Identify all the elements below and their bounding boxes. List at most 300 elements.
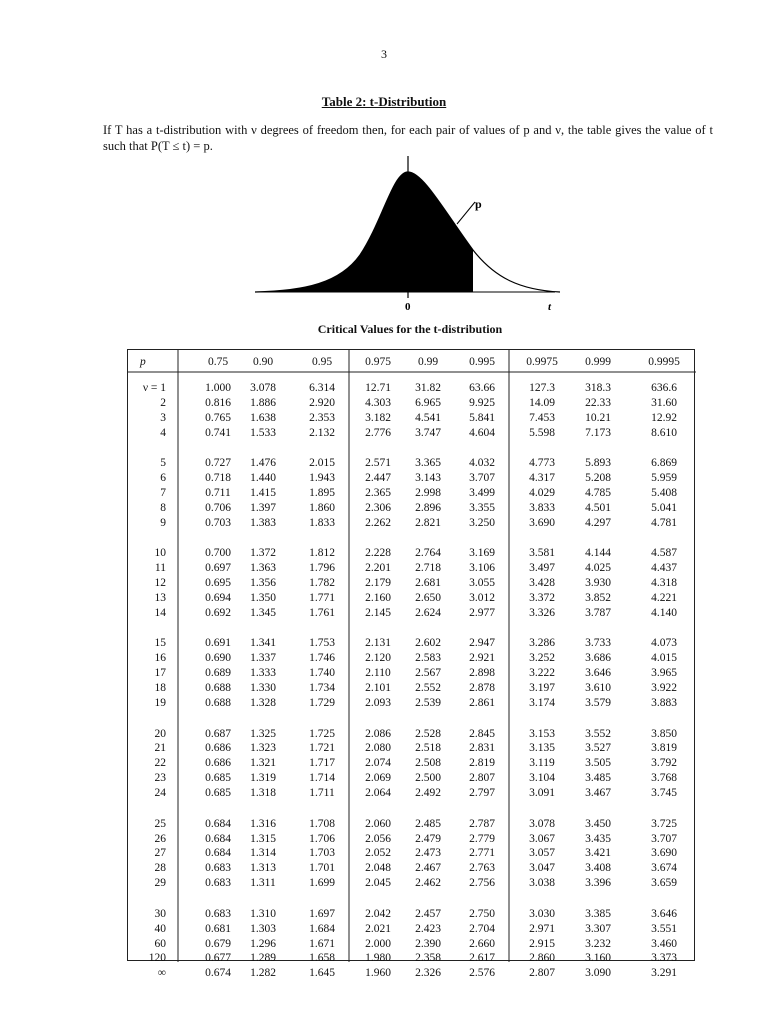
table-cell: 3.135 (529, 742, 555, 755)
table-cell: 1.314 (250, 847, 276, 860)
table-cell: 2.064 (365, 787, 391, 800)
table-cell: 1.746 (309, 652, 335, 665)
table-cell: 2.056 (365, 832, 391, 845)
table-cell: 2.571 (365, 457, 391, 470)
table-cell: 3.174 (529, 697, 555, 709)
row-nu-label: 26 (154, 832, 166, 845)
table-cell: 3.733 (585, 637, 611, 650)
table-cell: 5.893 (585, 457, 611, 470)
table-cell: 3.182 (365, 411, 391, 424)
table-cell: 2.045 (365, 877, 391, 890)
row-nu-label: 17 (154, 667, 166, 680)
row-nu-label: 8 (160, 501, 166, 514)
table-cell: 3.551 (651, 922, 677, 935)
table-cell: 3.674 (651, 862, 677, 875)
table-cell: 4.073 (651, 637, 677, 650)
table-cell: 3.252 (529, 652, 555, 665)
row-nu-label: ∞ (157, 967, 166, 980)
table-cell: 3.408 (585, 862, 611, 875)
table-cell: 3.169 (469, 547, 495, 560)
table-cell: 0.765 (205, 411, 231, 424)
table-cell: 3.725 (651, 817, 677, 830)
table-cell: 1.319 (250, 772, 276, 785)
table-cell: 3.686 (585, 652, 611, 665)
table-cell: 2.326 (415, 967, 441, 980)
table-cell: 3.232 (585, 937, 611, 950)
table-cell: 0.727 (205, 457, 231, 470)
table-cell: 1.895 (309, 487, 335, 499)
table-cell: 2.528 (415, 727, 441, 740)
table-cell: 2.977 (469, 606, 495, 619)
table-cell: 3.659 (651, 877, 677, 890)
table-cell: 3.965 (651, 667, 677, 680)
table-cell: 3.286 (529, 637, 555, 650)
table-cell: 3.707 (651, 832, 677, 845)
table-cell: 3.355 (469, 501, 495, 514)
table-cell: 3.365 (415, 457, 441, 470)
table-cell: 2.110 (365, 667, 391, 680)
table-cell: 2.500 (415, 772, 441, 785)
table-cell: 0.683 (205, 877, 231, 890)
table-cell: 0.687 (205, 727, 231, 740)
table-cell: 2.898 (469, 667, 495, 680)
table-cell: 4.501 (585, 501, 611, 514)
row-nu-label: 10 (154, 547, 166, 560)
table-cell: 0.689 (205, 667, 231, 680)
table-cell: 2.807 (469, 772, 495, 785)
row-nu-label: 2 (160, 396, 166, 409)
intro-paragraph: If T has a t-distribution with ν degrees of freedom then, for each pair of values of p and ν, the table gives the value of t such that P(T ≤ t) = p. (103, 123, 713, 153)
table-cell: 4.541 (415, 411, 441, 424)
table-cell: 1.701 (309, 862, 335, 875)
shaded-area (255, 172, 473, 292)
table-cell: 2.462 (415, 877, 441, 890)
table-cell: 3.850 (651, 727, 677, 740)
table-cell: 3.119 (529, 757, 555, 770)
table-cell: 4.317 (529, 472, 555, 485)
table-cell: 3.747 (415, 426, 441, 439)
table-cell: 2.358 (415, 952, 441, 965)
table-cell: 2.704 (469, 922, 495, 935)
table-cell: 3.038 (529, 877, 555, 890)
table-cell: 1.706 (309, 832, 335, 845)
row-nu-label: 25 (154, 817, 166, 830)
row-nu-label: 30 (154, 907, 166, 920)
table-cell: 2.552 (415, 682, 441, 695)
table-cell: 1.699 (309, 877, 335, 890)
table-cell: 3.373 (651, 952, 677, 965)
table-cell: 1.333 (250, 667, 276, 680)
row-nu-label: 23 (154, 772, 166, 785)
table-cell: 6.314 (309, 382, 335, 394)
table-cell: 2.539 (415, 697, 441, 709)
table-cell: 0.684 (205, 817, 231, 830)
table-cell: 2.920 (309, 396, 335, 409)
table-cell: 0.741 (205, 426, 231, 439)
table-cell: 0.691 (205, 637, 231, 650)
table-cell: 2.718 (415, 562, 441, 575)
table-cell: 0.685 (205, 772, 231, 785)
table-cell: 0.684 (205, 832, 231, 845)
table-cell: 1.725 (309, 727, 335, 740)
table-cell: 2.353 (309, 411, 335, 424)
table-cell: 2.602 (415, 637, 441, 650)
table-cell: 2.086 (365, 727, 391, 740)
table-cell: 2.896 (415, 501, 441, 514)
table-cell: 0.692 (205, 606, 231, 619)
table-cell: 1.638 (250, 411, 276, 424)
table-cell: 2.860 (529, 952, 555, 965)
table-cell: 1.717 (309, 757, 335, 770)
table-cell: 1.645 (309, 967, 335, 980)
table-cell: 3.787 (585, 606, 611, 619)
table-cell: 3.012 (469, 592, 495, 604)
table-cell: 12.71 (365, 382, 391, 394)
table-cell: 3.579 (585, 697, 611, 709)
table-cell: 2.763 (469, 862, 495, 875)
table-cell: 0.718 (205, 472, 231, 485)
table-cell: 3.610 (585, 682, 611, 695)
header-p-value: 0.999 (585, 356, 611, 368)
p-pointer-line (457, 202, 475, 224)
table-cell: 31.82 (415, 382, 441, 394)
table-cell: 2.807 (529, 967, 555, 980)
row-nu-label: 11 (154, 562, 166, 575)
row-nu-label: 60 (154, 937, 166, 950)
table-cell: 0.679 (205, 937, 231, 950)
table-cell: 3.552 (585, 727, 611, 740)
table-cell: 1.303 (250, 922, 276, 935)
table-cell: 0.694 (205, 592, 231, 604)
table-cell: 2.921 (469, 652, 495, 665)
table-cell: 1.711 (309, 787, 335, 800)
table-cell: 2.776 (365, 426, 391, 439)
table-cell: 1.323 (250, 742, 276, 755)
table-cell: 2.306 (365, 501, 391, 514)
table-cell: 4.773 (529, 457, 555, 470)
table-cell: 2.101 (365, 682, 391, 695)
table-cell: 10.21 (585, 411, 611, 424)
table-cell: 2.797 (469, 787, 495, 800)
row-nu-label: 120 (148, 952, 166, 965)
table-cell: 0.686 (205, 742, 231, 755)
table-cell: 2.365 (365, 487, 391, 499)
header-p-value: 0.75 (207, 356, 229, 368)
table-cell: 4.015 (651, 652, 677, 665)
table-cell: 1.753 (309, 637, 335, 650)
table-cell: 0.688 (205, 697, 231, 709)
table-cell: 3.930 (585, 577, 611, 590)
table-cell: 5.598 (529, 426, 555, 439)
table-cell: 7.173 (585, 426, 611, 439)
table-cell: 4.032 (469, 457, 495, 470)
table-cell: 0.686 (205, 757, 231, 770)
table-cell: 5.959 (651, 472, 677, 485)
table-cell: 4.318 (651, 577, 677, 590)
table-cell: 1.397 (250, 501, 276, 514)
table-cell: 12.92 (651, 411, 677, 424)
table-cell: 636.6 (651, 382, 677, 394)
table-cell: 3.106 (469, 562, 495, 575)
table-cell: 2.228 (365, 547, 391, 560)
table-cell: 2.179 (365, 577, 391, 590)
table-cell: 0.684 (205, 847, 231, 860)
row-nu-label: 16 (154, 652, 166, 665)
table-cell: 0.683 (205, 907, 231, 920)
row-nu-label: 14 (154, 606, 166, 619)
row-nu-label: 19 (154, 697, 166, 709)
table-cell: 2.764 (415, 547, 441, 560)
table-cell: 4.144 (585, 547, 611, 560)
table-cell: 5.408 (651, 487, 677, 499)
table-cell: 2.998 (415, 487, 441, 499)
table-cell: 3.819 (651, 742, 677, 755)
table-cell: 2.576 (469, 967, 495, 980)
table-cell: 2.052 (365, 847, 391, 860)
table-cell: 3.057 (529, 847, 555, 860)
table-cell: 2.093 (365, 697, 391, 709)
table-cell: 1.282 (250, 967, 276, 980)
table-cell: 1.330 (250, 682, 276, 695)
table-cell: 4.029 (529, 487, 555, 499)
table-cell: 2.845 (469, 727, 495, 740)
row-nu-label: 6 (160, 472, 166, 485)
table-cell: 3.396 (585, 877, 611, 890)
table-cell: 3.421 (585, 847, 611, 860)
row-nu-label: 9 (160, 516, 166, 529)
table-cell: 2.467 (415, 862, 441, 875)
row-nu-label: 20 (154, 727, 166, 740)
table-cell: 3.581 (529, 547, 555, 560)
table-cell: 2.947 (469, 637, 495, 650)
table-cell: 1.321 (250, 757, 276, 770)
table-cell: 3.499 (469, 487, 495, 499)
table-cell: 31.60 (651, 396, 677, 409)
table-cell: 3.690 (529, 516, 555, 529)
table-cell: 3.646 (585, 667, 611, 680)
row-nu-label: 28 (154, 862, 166, 875)
table-cell: 1.415 (250, 487, 276, 499)
table-cell: 6.965 (415, 396, 441, 409)
table-cell: 9.925 (469, 396, 495, 409)
table-cell: 1.886 (250, 396, 276, 409)
table-cell: 4.297 (585, 516, 611, 529)
table-cell: 1.310 (250, 907, 276, 920)
table-cell: 3.250 (469, 516, 495, 529)
row-nu-label: 24 (154, 787, 166, 800)
table-cell: 1.000 (205, 382, 231, 394)
table-cell: 3.852 (585, 592, 611, 604)
zero-label: 0 (405, 301, 411, 313)
table-cell: 3.090 (585, 967, 611, 980)
table-cell: 2.624 (415, 606, 441, 619)
table-cell: 2.080 (365, 742, 391, 755)
table-cell: 2.160 (365, 592, 391, 604)
table-cell: 2.390 (415, 937, 441, 950)
p-label: p (475, 197, 482, 211)
row-nu-label: ν = 1 (142, 382, 166, 394)
table-cell: 1.980 (365, 952, 391, 965)
table-cell: 2.120 (365, 652, 391, 665)
table-cell: 2.021 (365, 922, 391, 935)
table-cell: 3.792 (651, 757, 677, 770)
header-p-label: p (140, 356, 146, 368)
table-cell: 3.067 (529, 832, 555, 845)
table-cell: 1.721 (309, 742, 335, 755)
table-cell: 3.307 (585, 922, 611, 935)
table-cell: 3.160 (585, 952, 611, 965)
table-cell: 1.363 (250, 562, 276, 575)
table-cell: 1.761 (309, 606, 335, 619)
page-title (0, 94, 768, 110)
header-p-value: 0.9995 (648, 356, 680, 368)
table-cell: 2.787 (469, 817, 495, 830)
table-cell: 3.745 (651, 787, 677, 800)
row-nu-label: 22 (154, 757, 166, 770)
table-cell: 1.350 (250, 592, 276, 604)
table-cell: 2.131 (365, 637, 391, 650)
table-cell: 4.303 (365, 396, 391, 409)
row-nu-label: 40 (154, 922, 166, 935)
table-cell: 2.681 (415, 577, 441, 590)
table-cell: 2.756 (469, 877, 495, 890)
table-cell: 0.697 (205, 562, 231, 575)
table-cell: 2.015 (309, 457, 335, 470)
table-cell: 0.706 (205, 501, 231, 514)
table-cell: 1.782 (309, 577, 335, 590)
row-nu-label: 4 (160, 426, 166, 439)
table-cell: 5.041 (651, 501, 677, 514)
table-cell: 2.262 (365, 516, 391, 529)
table-cell: 2.583 (415, 652, 441, 665)
table-cell: 4.785 (585, 487, 611, 499)
table-cell: 3.055 (469, 577, 495, 590)
table-cell: 3.078 (529, 817, 555, 830)
table-cell: 2.915 (529, 937, 555, 950)
table-cell: 1.943 (309, 472, 335, 485)
table-cell: 1.440 (250, 472, 276, 485)
table-cell: 2.457 (415, 907, 441, 920)
table-cell: 2.423 (415, 922, 441, 935)
table-cell: 1.316 (250, 817, 276, 830)
table-cell: 2.819 (469, 757, 495, 770)
table-cell: 4.587 (651, 547, 677, 560)
table-cell: 8.610 (651, 426, 677, 439)
table-cell: 3.428 (529, 577, 555, 590)
table-cell: 318.3 (585, 382, 611, 394)
table-cell: 1.356 (250, 577, 276, 590)
table-cell: 1.714 (309, 772, 335, 785)
table-cell: 3.078 (250, 382, 276, 394)
table-cell: 2.971 (529, 922, 555, 935)
table-cell: 3.646 (651, 907, 677, 920)
row-nu-label: 15 (154, 637, 166, 650)
table-cell: 1.289 (250, 952, 276, 965)
table-cell: 2.145 (365, 606, 391, 619)
table-cell: 1.708 (309, 817, 335, 830)
table-cell: 5.841 (469, 411, 495, 424)
header-p-value: 0.995 (469, 356, 495, 368)
table-cell: 3.707 (469, 472, 495, 485)
table-cell: 2.042 (365, 907, 391, 920)
table-cell: 3.527 (585, 742, 611, 755)
table-cell: 3.467 (585, 787, 611, 800)
table-cell: 2.878 (469, 682, 495, 695)
table-cell: 3.505 (585, 757, 611, 770)
table-cell: 0.700 (205, 547, 231, 560)
table-title: Critical Values for the t-distribution (317, 322, 503, 336)
table-cell: 4.604 (469, 426, 495, 439)
table-cell: 2.567 (415, 667, 441, 680)
table-cell: 3.104 (529, 772, 555, 785)
table-cell: 5.208 (585, 472, 611, 485)
table-cell: 3.922 (651, 682, 677, 695)
table-cell: 3.291 (651, 967, 677, 980)
table-cell: 1.658 (309, 952, 335, 965)
table-cell: 0.816 (205, 396, 231, 409)
header-p-value: 0.99 (417, 356, 439, 368)
table-cell: 3.153 (529, 727, 555, 740)
table-cell: 1.684 (309, 922, 335, 935)
row-nu-label: 5 (160, 457, 166, 470)
table-cell: 1.734 (309, 682, 335, 695)
table-cell: 2.000 (365, 937, 391, 950)
page-title-text: Table 2: t-Distribution (321, 94, 447, 109)
table-cell: 3.768 (651, 772, 677, 785)
row-nu-label: 7 (160, 487, 166, 499)
table-cell: 1.383 (250, 516, 276, 529)
row-nu-label: 12 (154, 577, 166, 590)
table-cell: 2.750 (469, 907, 495, 920)
row-nu-label: 21 (154, 742, 166, 755)
table-cell: 3.091 (529, 787, 555, 800)
table-cell: 0.683 (205, 862, 231, 875)
t-distribution-curve-figure (245, 150, 575, 320)
table-cell: 2.485 (415, 817, 441, 830)
table-cell: 2.069 (365, 772, 391, 785)
row-nu-label: 29 (154, 877, 166, 890)
table-cell: 0.695 (205, 577, 231, 590)
table-cell: 0.677 (205, 952, 231, 965)
table-cell: 1.729 (309, 697, 335, 709)
table-cell: 1.960 (365, 967, 391, 980)
table-cell: 2.771 (469, 847, 495, 860)
table-cell: 1.533 (250, 426, 276, 439)
table-cell: 2.473 (415, 847, 441, 860)
table-cell: 1.345 (250, 606, 276, 619)
table-cell: 3.047 (529, 862, 555, 875)
table-cell: 1.740 (309, 667, 335, 680)
table-cell: 0.711 (205, 487, 231, 499)
table-cell: 127.3 (529, 382, 555, 394)
table-cell: 1.833 (309, 516, 335, 529)
table-cell: 0.674 (205, 967, 231, 980)
table-cell: 1.812 (309, 547, 335, 560)
table-cell: 0.690 (205, 652, 231, 665)
table-cell: 2.861 (469, 697, 495, 709)
table-cell: 2.074 (365, 757, 391, 770)
table-cell: 1.328 (250, 697, 276, 709)
table-cell: 1.703 (309, 847, 335, 860)
table-cell: 1.671 (309, 937, 335, 950)
table-cell: 3.030 (529, 907, 555, 920)
table-cell: 1.325 (250, 727, 276, 740)
table-cell: 2.831 (469, 742, 495, 755)
table-cell: 2.821 (415, 516, 441, 529)
table-cell: 1.372 (250, 547, 276, 560)
table-cell: 3.497 (529, 562, 555, 575)
table-cell: 1.771 (309, 592, 335, 604)
